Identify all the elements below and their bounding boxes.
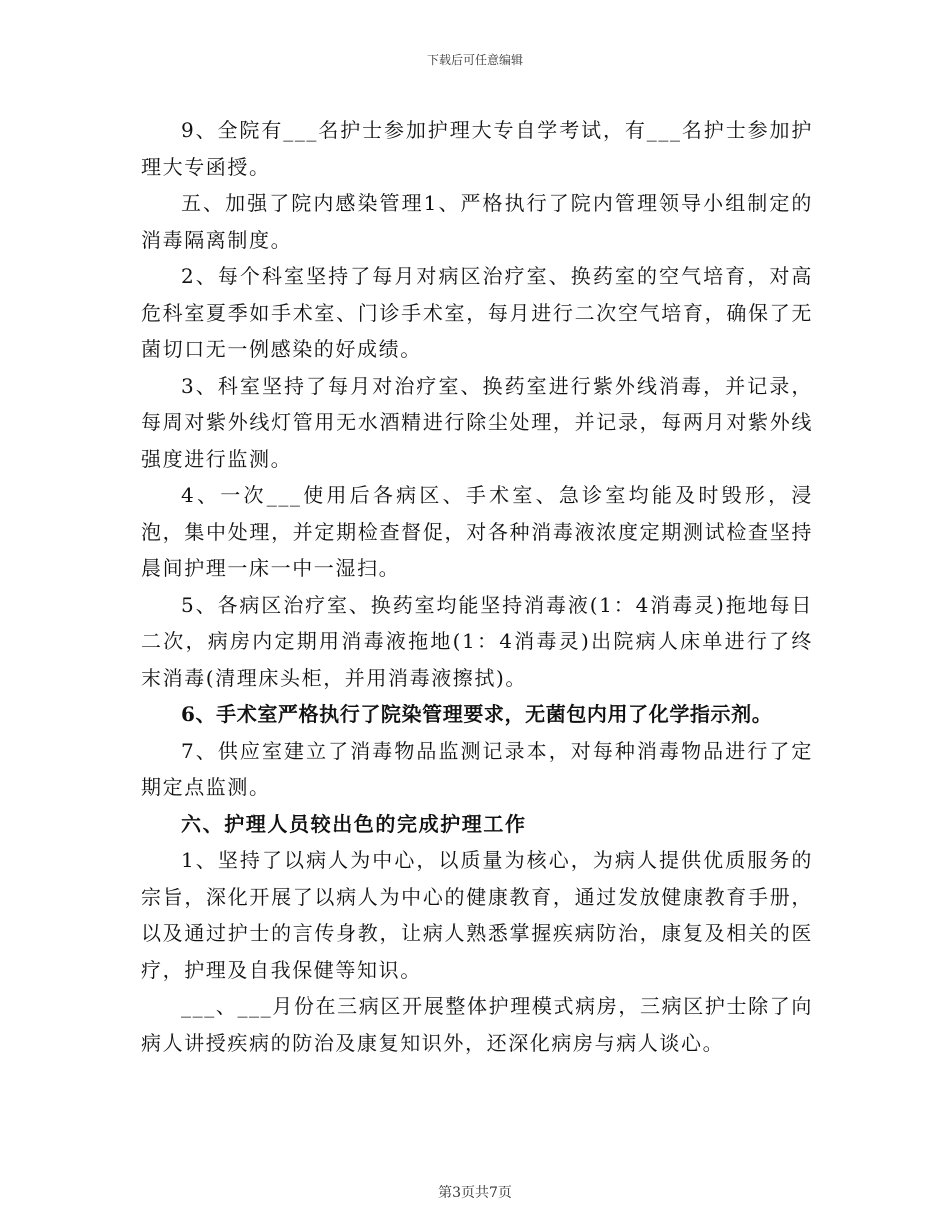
paragraph-infection-management: 五、加强了院内感染管理1、严格执行了院内管理领导小组制定的消毒隔离制度。 xyxy=(141,191,813,252)
page-header: 下载后可任意编辑 xyxy=(426,53,523,67)
paragraph-holistic-nursing: ___、___月份在三病区开展整体护理模式病房，三病区护士除了向病人讲授疾病的防治及康复知识外，还深化病房与病人谈心。 xyxy=(141,994,813,1055)
paragraph-operating-room: 6、手术室严格执行了院染管理要求，无菌包内用了化学指示剂。 xyxy=(181,702,773,726)
paragraph-nurse-exam: 9、全院有___名护士参加护理大专自学考试，有___名护士参加护理大专函授。 xyxy=(141,118,813,179)
paragraph-disposable-items: 4、一次___使用后各病区、手术室、急诊室均能及时毁形，浸泡，集中处理，并定期检查督促，对各种消毒液浓度定期测试检查坚持晨间护理一床一中一湿扫。 xyxy=(141,483,813,580)
page-footer: 第3页共7页 xyxy=(438,1185,512,1201)
paragraph-supply-room: 7、供应室建立了消毒物品监测记录本，对每种消毒物品进行了定期定点监测。 xyxy=(141,738,813,799)
section-heading-nursing-work: 六、护理人员较出色的完成护理工作 xyxy=(181,811,527,836)
paragraph-floor-disinfection: 5、各病区治疗室、换药室均能坚持消毒液(1：4消毒灵)拖地每日二次，病房内定期用消毒液拖地(1：4消毒灵)出院病人床单进行了终末消毒(清理床头柜，并用消毒液擦拭)。 xyxy=(141,592,813,690)
paragraph-air-culture: 2、每个科室坚持了每月对病区治疗室、换药室的空气培育，对高危科室夏季如手术室、门诊手术室，每月进行二次空气培育，确保了无菌切口无一例感染的好成绩。 xyxy=(141,264,813,361)
paragraph-uv-disinfection: 3、科室坚持了每月对治疗室、换药室进行紫外线消毒，并记录，每周对紫外线灯管用无水酒精进行除尘处理，并记录，每两月对紫外线强度进行监测。 xyxy=(141,373,813,471)
paragraph-patient-centered: 1、坚持了以病人为中心，以质量为核心，为病人提供优质服务的宗旨，深化开展了以病人为中心的健康教育，通过发放健康教育手册，以及通过护士的言传身教，让病人熟悉掌握疾病防治，康复及相关的医疗，护理及自我保健等知识。 xyxy=(141,848,813,982)
document-body xyxy=(141,112,813,1061)
